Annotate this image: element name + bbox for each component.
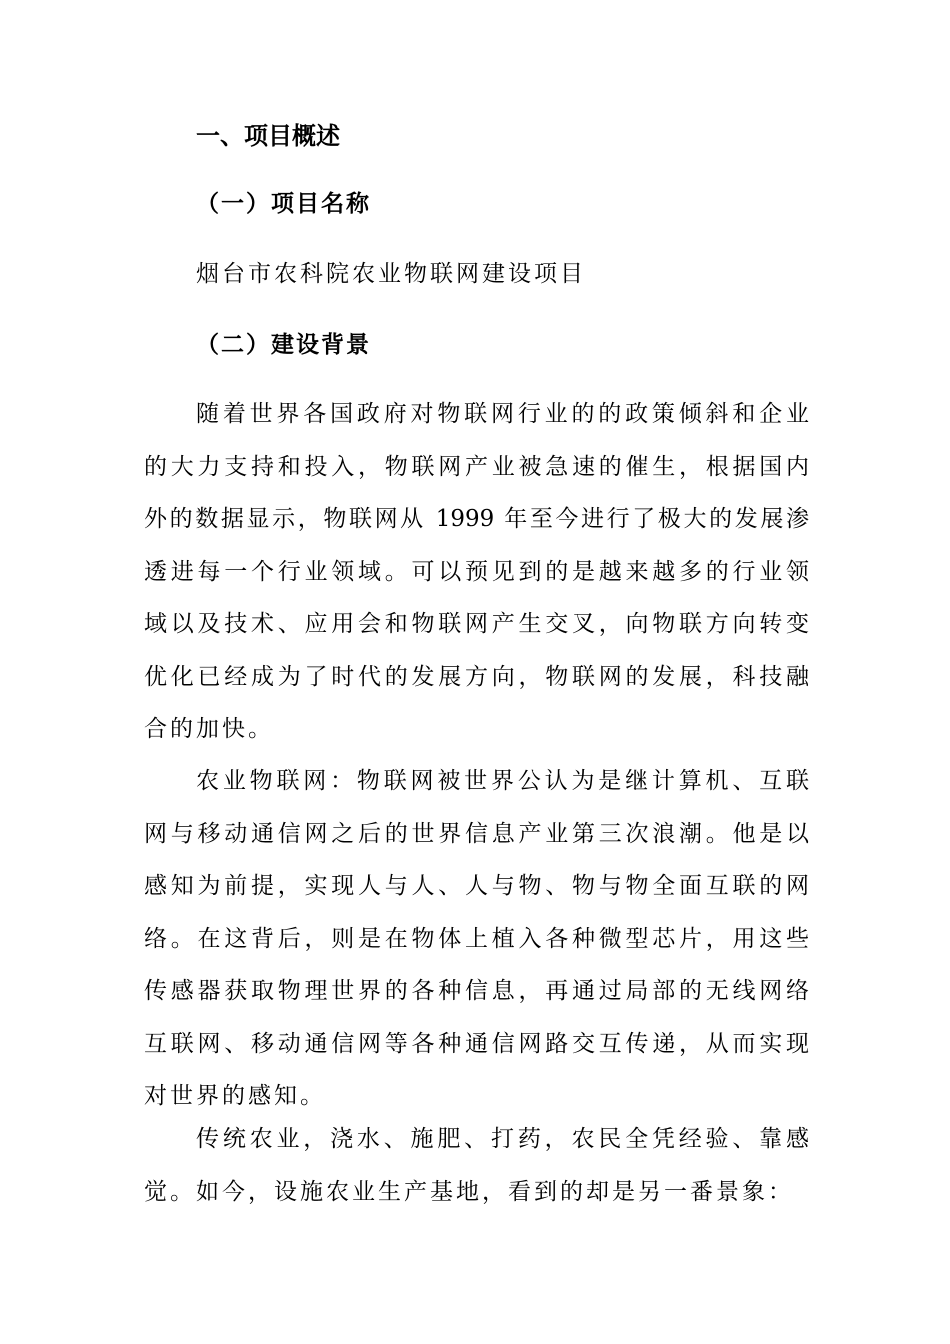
paragraph-line: 传统农业，浇水、施肥、打药，农民全凭经验、靠感: [196, 1126, 809, 1152]
paragraph-line: 络。在这背后，则是在物体上植入各种微型芯片，用这些: [144, 925, 809, 952]
paragraph-line: 觉。如今，设施农业生产基地，看到的却是另一番景象：: [144, 1178, 794, 1205]
paragraph-line: 域以及技术、应用会和物联网产生交叉，向物联方向转变: [144, 611, 809, 637]
paragraph-traditional-agriculture: [144, 1113, 809, 1218]
heading-project-name: （一）项目名称: [196, 191, 371, 217]
paragraph-line: 感知为前提，实现人与人、人与物、物与物全面互联的网: [144, 873, 809, 899]
project-name-text: 烟台市农科院农业物联网建设项目: [196, 261, 586, 287]
heading-construction-background: （二）建设背景: [196, 332, 371, 358]
paragraph-line: 对世界的感知。: [144, 1083, 326, 1109]
paragraph-agricultural-iot: [144, 755, 809, 1123]
heading-project-overview: 一、项目概述: [196, 122, 340, 150]
paragraph-line: 的大力支持和投入，物联网产业被急速的催生，根据国内: [144, 453, 809, 480]
paragraph-line: 透进每一个行业领域。可以预见到的是越来越多的行业领: [144, 558, 809, 585]
paragraph-line: 合的加快。: [144, 716, 274, 742]
paragraph-line: 随着世界各国政府对物联网行业的的政策倾斜和企业: [196, 401, 809, 427]
paragraph-line: 网与移动通信网之后的世界信息产业第三次浪潮。他是以: [144, 820, 809, 847]
paragraph-line: 外的数据显示，物联网从 1999 年至今进行了极大的发展渗: [144, 506, 809, 532]
paragraph-line: 传感器获取物理世界的各种信息，再通过局部的无线网络: [144, 978, 809, 1004]
paragraph-line: 农业物联网：物联网被世界公认为是继计算机、互联: [196, 768, 809, 794]
paragraph-iot-development: [144, 388, 809, 756]
paragraph-line: 互联网、移动通信网等各种通信网路交互传递，从而实现: [144, 1030, 809, 1057]
paragraph-line: 优化已经成为了时代的发展方向，物联网的发展，科技融: [144, 663, 809, 690]
